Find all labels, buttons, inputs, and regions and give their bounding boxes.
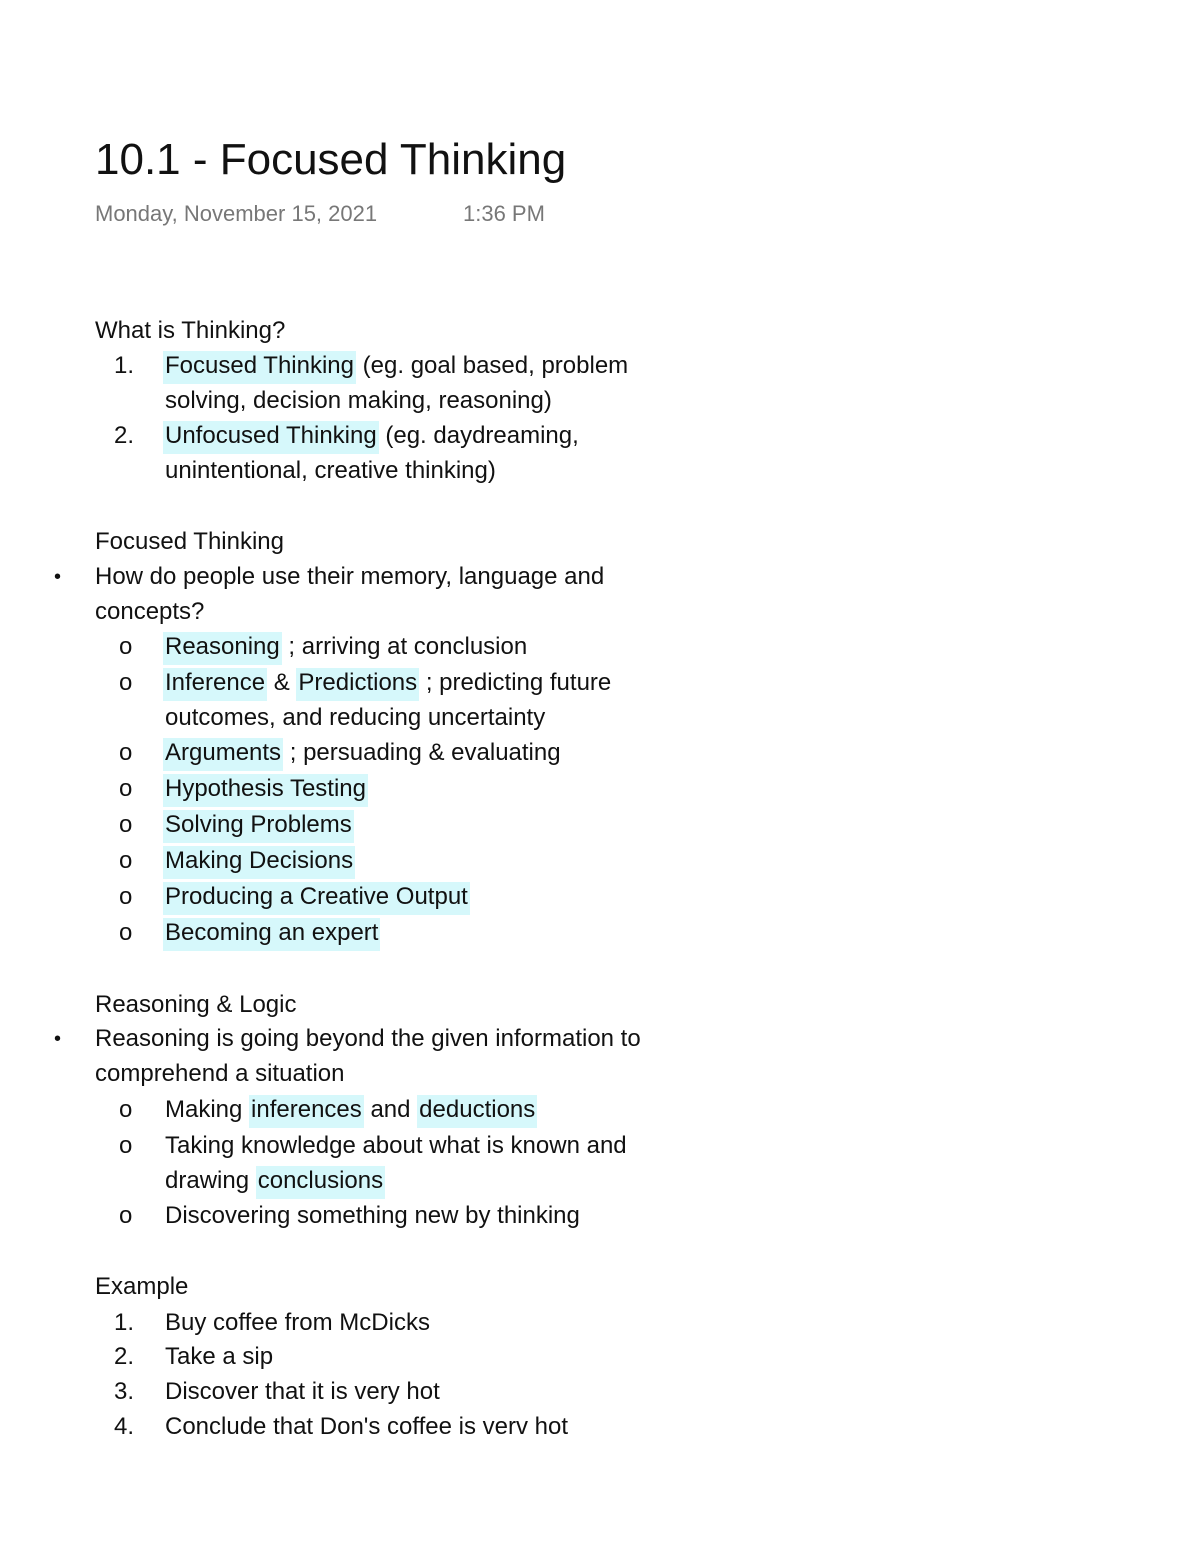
highlighted-term: Predictions bbox=[296, 668, 419, 701]
page-title: 10.1 - Focused Thinking bbox=[95, 135, 567, 184]
sub-bullet-marker: o bbox=[119, 669, 133, 696]
sub-bullet-marker: o bbox=[119, 1096, 133, 1123]
item-continuation: solving, decision making, reasoning) bbox=[165, 387, 552, 414]
list-marker: 4. bbox=[114, 1413, 135, 1440]
sub-bullet-item bbox=[163, 630, 527, 664]
highlighted-term: Making Decisions bbox=[163, 846, 355, 879]
highlighted-term: Unfocused Thinking bbox=[163, 421, 379, 454]
item-continuation: unintentional, creative thinking) bbox=[165, 457, 496, 484]
highlighted-term: Hypothesis Testing bbox=[163, 774, 368, 807]
highlighted-term: Solving Problems bbox=[163, 810, 354, 843]
sub-bullet-item bbox=[165, 1093, 537, 1127]
sub-bullet-marker: o bbox=[119, 883, 133, 910]
section-heading-focused: Focused Thinking bbox=[95, 528, 284, 555]
bullet-marker: • bbox=[54, 566, 62, 588]
highlighted-term: deductions bbox=[417, 1095, 537, 1128]
highlighted-term: Focused Thinking bbox=[163, 351, 356, 384]
sub-bullet-marker: o bbox=[119, 739, 133, 766]
item-text: (eg. goal based, problem bbox=[356, 352, 629, 379]
item-text: ; persuading & evaluating bbox=[283, 739, 561, 766]
sub-bullet-item: Taking knowledge about what is known and bbox=[165, 1132, 627, 1159]
sub-bullet-item bbox=[163, 844, 355, 878]
highlighted-term: Inference bbox=[163, 668, 267, 701]
sub-bullet-item: Discovering something new by thinking bbox=[165, 1202, 580, 1229]
sub-bullet-marker: o bbox=[119, 847, 133, 874]
list-item bbox=[163, 349, 628, 383]
sub-bullet-marker: o bbox=[119, 1202, 133, 1229]
highlighted-term: Becoming an expert bbox=[163, 918, 380, 951]
list-item bbox=[163, 419, 579, 453]
item-continuation bbox=[165, 1164, 385, 1198]
sub-bullet-marker: o bbox=[119, 775, 133, 802]
bullet-text: How do people use their memory, language and bbox=[95, 563, 605, 590]
item-continuation: outcomes, and reducing uncertainty bbox=[165, 704, 546, 731]
list-item: Conclude that Don's coffee is verv hot bbox=[165, 1413, 569, 1440]
item-text: ; predicting future bbox=[419, 669, 612, 696]
sub-bullet-item bbox=[163, 916, 380, 950]
item-text: (eg. daydreaming, bbox=[378, 422, 579, 449]
item-text: ; arriving at conclusion bbox=[281, 633, 528, 660]
sub-bullet-marker: o bbox=[119, 919, 133, 946]
list-marker: 1. bbox=[114, 1309, 135, 1336]
sub-bullet-marker: o bbox=[119, 633, 133, 660]
list-item: Buy coffee from McDicks bbox=[165, 1309, 430, 1336]
note-time: 1:36 PM bbox=[463, 201, 545, 226]
section-heading-example: Example bbox=[95, 1273, 189, 1300]
list-item: Take a sip bbox=[165, 1343, 274, 1370]
list-marker: 2. bbox=[114, 422, 135, 449]
item-text: drawing bbox=[165, 1167, 256, 1194]
sub-bullet-item bbox=[163, 736, 561, 770]
sub-bullet-marker: o bbox=[119, 1132, 133, 1159]
sub-bullet-item bbox=[163, 808, 354, 842]
highlighted-term: Producing a Creative Output bbox=[163, 882, 470, 915]
section-heading-reasoning: Reasoning & Logic bbox=[95, 991, 297, 1018]
item-text: & bbox=[267, 669, 297, 696]
highlighted-term: inferences bbox=[249, 1095, 364, 1128]
highlighted-term: Reasoning bbox=[163, 632, 282, 665]
highlighted-term: conclusions bbox=[256, 1166, 385, 1199]
section-heading-thinking: What is Thinking? bbox=[95, 317, 286, 344]
sub-bullet-item bbox=[163, 666, 611, 700]
item-text: and bbox=[363, 1096, 418, 1123]
list-marker: 1. bbox=[114, 352, 135, 379]
bullet-continuation: concepts? bbox=[95, 598, 205, 625]
sub-bullet-marker: o bbox=[119, 811, 133, 838]
sub-bullet-item bbox=[163, 772, 368, 806]
bullet-marker: • bbox=[54, 1028, 62, 1050]
highlighted-term: Arguments bbox=[163, 738, 283, 771]
sub-bullet-item bbox=[163, 880, 470, 914]
list-marker: 2. bbox=[114, 1343, 135, 1370]
bullet-text: Reasoning is going beyond the given information to bbox=[95, 1025, 641, 1052]
list-marker: 3. bbox=[114, 1378, 135, 1405]
note-date: Monday, November 15, 2021 bbox=[95, 201, 378, 226]
item-text: Making bbox=[165, 1096, 250, 1123]
list-item: Discover that it is very hot bbox=[165, 1378, 440, 1405]
bullet-continuation: comprehend a situation bbox=[95, 1060, 345, 1087]
